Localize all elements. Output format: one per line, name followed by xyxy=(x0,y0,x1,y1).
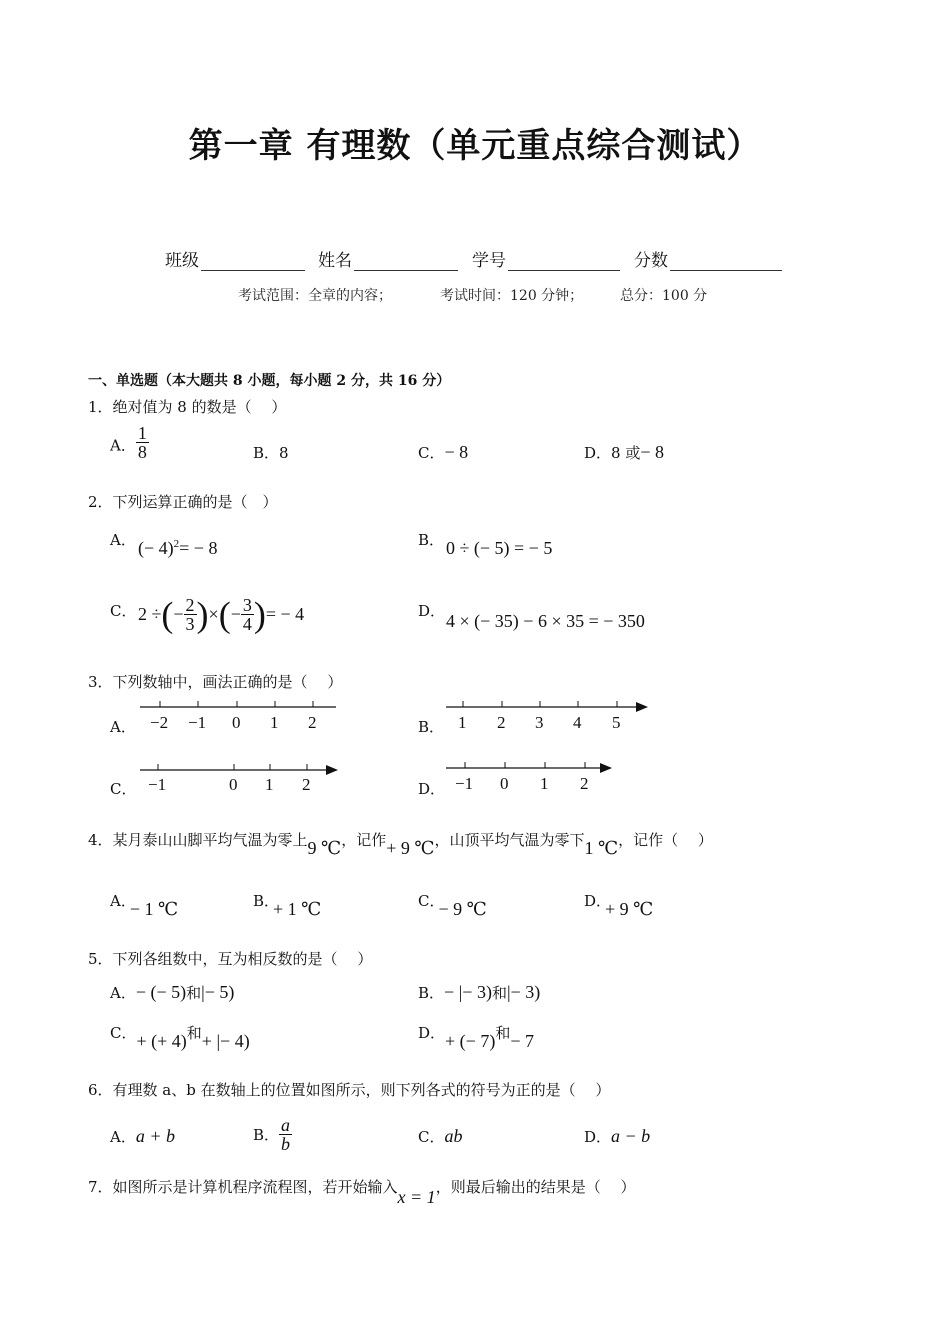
tick-label: 5 xyxy=(612,713,621,732)
question-3-stem: 3．下列数轴中，画法正确的是（ ） xyxy=(88,673,343,691)
student-id-field: 学号 xyxy=(472,246,620,271)
number-line-a xyxy=(140,701,336,732)
section-heading: 一、单选题（本大题共 8 小题，每小题 2 分，共 16 分） xyxy=(88,373,451,389)
q2-option-a-label: A． xyxy=(110,531,136,549)
number-line-b xyxy=(446,701,648,732)
exam-scope: 考试范围：全章的内容； xyxy=(238,288,392,304)
q5-option-c: C．+ (+ 4)和+ |− 4) xyxy=(110,1024,250,1051)
q4-option-d: D．+ 9 ℃ xyxy=(584,892,654,919)
tick-label: 3 xyxy=(535,713,544,732)
q4-option-a: A．− 1 ℃ xyxy=(110,892,179,919)
q2-option-d-label: D． xyxy=(418,602,446,620)
q2-option-b-expr: 0 ÷ (− 5) = − 5 xyxy=(446,538,553,558)
q5-option-a: A．− (− 5)和|− 5) xyxy=(110,982,235,1002)
tick-label: 2 xyxy=(580,774,589,793)
q1-option-c: C．− 8 xyxy=(418,442,469,462)
tick-label: 1 xyxy=(540,774,549,793)
q2-option-a-expr: (− 4)$^2$= − 8 xyxy=(138,538,218,558)
question-6-stem: 6．有理数 a、b 在数轴上的位置如图所示，则下列各式的符号为正的是（ ） xyxy=(88,1081,611,1099)
q3-option-a-label: A． xyxy=(110,718,136,736)
q3-option-d-label: D． xyxy=(418,780,446,798)
tick-label: −2 xyxy=(150,713,169,732)
number-line-c xyxy=(140,764,338,794)
q5-option-b: B．− |− 3)和|− 3) xyxy=(418,982,541,1002)
q2-option-d-expr: 4 × (− 35) − 6 × 35 = − 350 xyxy=(446,611,645,631)
tick-label: 1 xyxy=(265,775,274,794)
question-4-stem: 4．某月泰山山脚平均气温为零上9 ℃，记作+ 9 ℃，山顶平均气温为零下1 ℃，记作（ ） xyxy=(88,831,713,858)
exam-time: 考试时间：120 分钟； xyxy=(440,288,584,304)
score-field: 分数 xyxy=(634,246,782,271)
q1-option-a: A． $\frac{1}{8}$ xyxy=(110,423,147,462)
page-title: 第一章 有理数（单元重点综合测试） xyxy=(188,126,762,166)
q3-option-b-label: B． xyxy=(418,718,445,736)
number-line-d xyxy=(446,762,612,793)
question-1-stem: 1．绝对值为 8 的数是（ ） xyxy=(88,398,287,416)
tick-label: −1 xyxy=(188,713,207,732)
tick-label: 0 xyxy=(232,713,241,732)
q6-option-b: B． $\frac{a}{b}$ xyxy=(253,1115,291,1154)
q3-option-c-label: C． xyxy=(110,780,137,798)
q4-option-b: B．+ 1 ℃ xyxy=(253,892,322,919)
question-2-stem: 2．下列运算正确的是（ ） xyxy=(88,493,278,511)
q4-option-c: C．− 9 ℃ xyxy=(418,892,487,919)
tick-label: −1 xyxy=(148,775,167,794)
question-7-stem: 7．如图所示是计算机程序流程图，若开始输入x = 1，则最后输出的结果是（ ） xyxy=(88,1178,636,1207)
exam-total: 总分：100 分 xyxy=(620,288,708,304)
q6-option-c: C．ab xyxy=(418,1126,463,1146)
question-5-stem: 5．下列各组数中，互为相反数的是（ ） xyxy=(88,950,373,968)
q5-option-d: D．+ (− 7)和− 7 xyxy=(418,1024,534,1051)
tick-label: 1 xyxy=(270,713,279,732)
tick-label: 0 xyxy=(229,775,238,794)
q2-option-c-label: C． xyxy=(110,602,137,620)
tick-label: 4 xyxy=(573,713,582,732)
q2-option-b-label: B． xyxy=(418,531,445,549)
q6-option-a: A．a + b xyxy=(110,1126,175,1146)
tick-label: 1 xyxy=(458,713,467,732)
tick-label: 2 xyxy=(308,713,317,732)
name-field: 姓名 xyxy=(318,246,458,271)
q6-option-d: D．a − b xyxy=(584,1126,651,1146)
q2-option-c-expr: 2 ÷(− $\frac{2}{3}$ )×(− $\frac{3}{4}$ )= − 4 xyxy=(138,594,305,635)
tick-label: 0 xyxy=(500,774,509,793)
tick-label: −1 xyxy=(455,774,474,793)
tick-label: 2 xyxy=(302,775,311,794)
q1-option-b: B．8 xyxy=(253,444,289,462)
class-field: 班级 xyxy=(165,246,305,271)
tick-label: 2 xyxy=(497,713,506,732)
q1-option-d: D．8 或− 8 xyxy=(584,442,664,462)
